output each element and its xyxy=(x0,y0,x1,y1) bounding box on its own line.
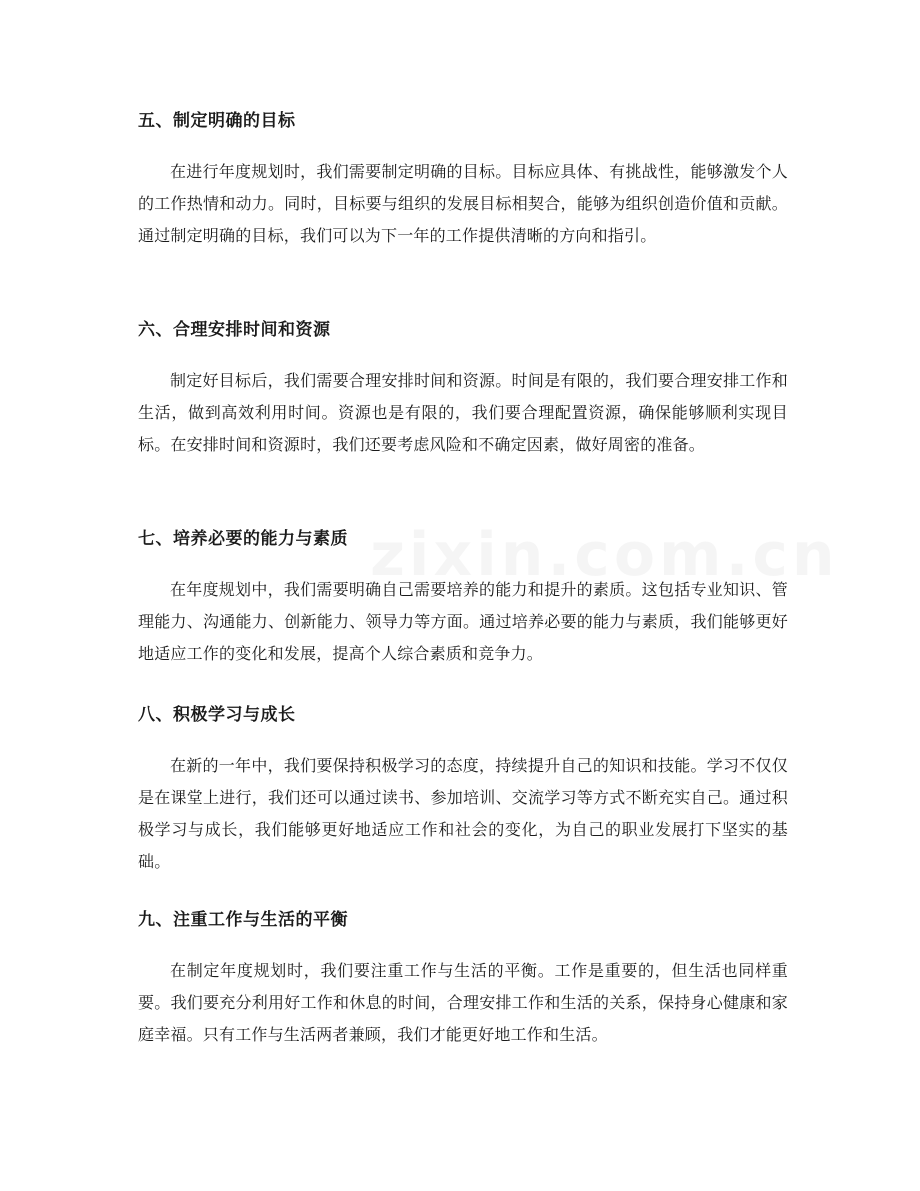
section-8 xyxy=(138,703,788,878)
section-paragraph: 在制定年度规划时，我们要注重工作与生活的平衡。工作是重要的，但生活也同样重要。我们要充分利用好工作和休息的时间，合理安排工作和生活的关系，保持身心健康和家庭幸福。只有工作与生活两者兼顾，我们才能更好地工作和生活。 xyxy=(138,961,788,1044)
section-paragraph: 在新的一年中，我们要保持积极学习的态度，持续提升自己的知识和技能。学习不仅仅是在课堂上进行，我们还可以通过读书、参加培训、交流学习等方式不断充实自己。通过积极学习与成长，我们能够更好地适应工作和社会的变化，为自己的职业发展打下坚实的基础。 xyxy=(138,756,788,871)
section-paragraph: 在进行年度规划时，我们需要制定明确的目标。目标应具体、有挑战性，能够激发个人的工作热情和动力。同时，目标要与组织的发展目标相契合，能够为组织创造价值和贡献。通过制定明确的目标，我们可以为下一年的工作提供清晰的方向和指引。 xyxy=(138,162,788,245)
section-6 xyxy=(138,318,788,461)
section-9 xyxy=(138,908,788,1051)
section-7 xyxy=(138,527,788,670)
section-heading: 九、注重工作与生活的平衡 xyxy=(138,910,348,930)
section-5 xyxy=(138,109,788,252)
section-heading: 五、制定明确的目标 xyxy=(138,111,296,131)
section-paragraph: 在年度规划中，我们需要明确自己需要培养的能力和提升的素质。这包括专业知识、管理能力、沟通能力、创新能力、领导力等方面。通过培养必要的能力与素质，我们能够更好地适应工作的变化和发展，提高个人综合素质和竞争力。 xyxy=(138,580,788,663)
section-heading: 八、积极学习与成长 xyxy=(138,705,296,725)
section-heading: 六、合理安排时间和资源 xyxy=(138,320,331,340)
section-paragraph: 制定好目标后，我们需要合理安排时间和资源。时间是有限的，我们要合理安排工作和生活，做到高效利用时间。资源也是有限的，我们要合理配置资源，确保能够顺利实现目标。在安排时间和资源时，我们还要考虑风险和不确定因素，做好周密的准备。 xyxy=(138,371,788,454)
section-heading: 七、培养必要的能力与素质 xyxy=(138,529,348,549)
